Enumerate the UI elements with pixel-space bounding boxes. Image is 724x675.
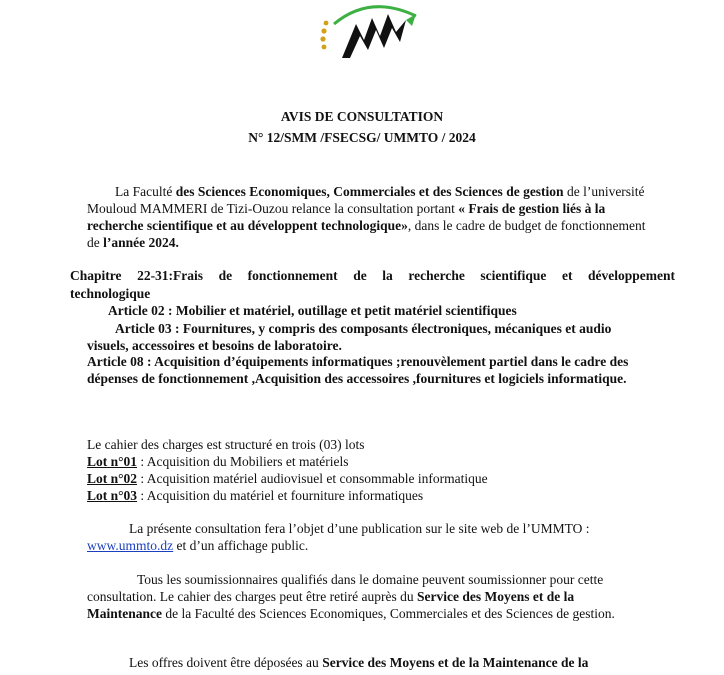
lots-intro: Le cahier des charges est structuré en trois (03) lots xyxy=(87,437,365,452)
submission-paragraph xyxy=(87,571,643,622)
lot-item xyxy=(87,453,488,470)
doc-title: AVIS DE CONSULTATION xyxy=(280,109,444,124)
logo-black-mark xyxy=(342,14,406,58)
logo-dot xyxy=(321,28,326,33)
lot-text: : Acquisition matériel audiovisuel et consommable informatique xyxy=(137,471,488,486)
publication-text: La présente consultation fera l’objet d’une publication sur le site web de l’UMMTO : xyxy=(129,521,590,536)
lot-label: Lot n°02 xyxy=(87,471,138,486)
service-name: Service des Moyens et de la Maintenance de la xyxy=(322,655,589,670)
publication-text: et d’un affichage public. xyxy=(173,538,309,553)
website-link[interactable]: www.ummto.dz xyxy=(87,538,174,553)
lot-item xyxy=(87,470,488,487)
submission-text: de la Faculté des Sciences Economiques, Commerciales et des Sciences de gestion. xyxy=(162,606,615,621)
intro-text: de l’université Mouloud MAMMERI de Tizi-Ouzou relance la consultation portant xyxy=(87,184,645,216)
faculty-name: des Sciences Economiques, Commerciales et des Sciences de gestion xyxy=(175,184,564,199)
offers-text: Les offres doivent être déposées au xyxy=(129,655,323,670)
logo-dot xyxy=(322,45,327,50)
lot-label: Lot n°01 xyxy=(87,454,138,469)
budget-year: l’année 2024. xyxy=(103,235,179,250)
logo-green-arc xyxy=(334,7,416,24)
article-03: Article 03 : Fournitures, y compris des composants électroniques, mécaniques et audio visuels, accessoires et besoins de laboratoire. xyxy=(87,321,612,353)
university-logo xyxy=(312,2,430,64)
logo-dot xyxy=(320,36,325,41)
offers-paragraph xyxy=(87,654,647,671)
intro-text: La Faculté xyxy=(115,184,176,199)
service-name: Service des Moyens et de la Maintenance xyxy=(87,589,575,621)
article-08: Article 08 : Acquisition d’équipements informatiques ;renouvèlement partiel dans le cadre des dépenses de fonctionnement ,Acquisition des accessoires ,fournitures et logiciels informatique. xyxy=(87,354,629,386)
lots-section xyxy=(87,436,488,504)
chapter-heading-cont: technologique xyxy=(70,286,151,301)
doc-reference-number: N° 12/SMM /FSECSG/ UMMTO / 2024 xyxy=(248,130,476,145)
submission-text: Tous les soumissionnaires qualifiés dans le domaine peuvent soumissionner pour cette consultation. Le cahier des charges peut être retiré auprès du xyxy=(87,572,604,604)
lot-text: : Acquisition du Mobiliers et matériels xyxy=(137,454,349,469)
lot-item xyxy=(87,487,488,504)
chapter-heading: Chapitre 22-31:Frais de fonctionnement de la recherche scientifique et développement xyxy=(70,268,675,283)
lot-text: : Acquisition du matériel et fourniture informatiques xyxy=(137,488,424,503)
publication-paragraph xyxy=(87,520,647,554)
lot-label: Lot n°03 xyxy=(87,488,138,503)
intro-text: , dans le cadre de budget de fonctionnement de xyxy=(87,218,646,250)
intro-paragraph xyxy=(87,183,647,251)
logo-dot xyxy=(324,21,329,26)
consultation-subject: « Frais de gestion liés à la recherche scientifique et au développent technologique» xyxy=(87,201,606,233)
article-02: Article 02 : Mobilier et matériel, outillage et petit matériel scientifiques xyxy=(108,303,517,318)
logo-green-accent xyxy=(406,14,416,26)
